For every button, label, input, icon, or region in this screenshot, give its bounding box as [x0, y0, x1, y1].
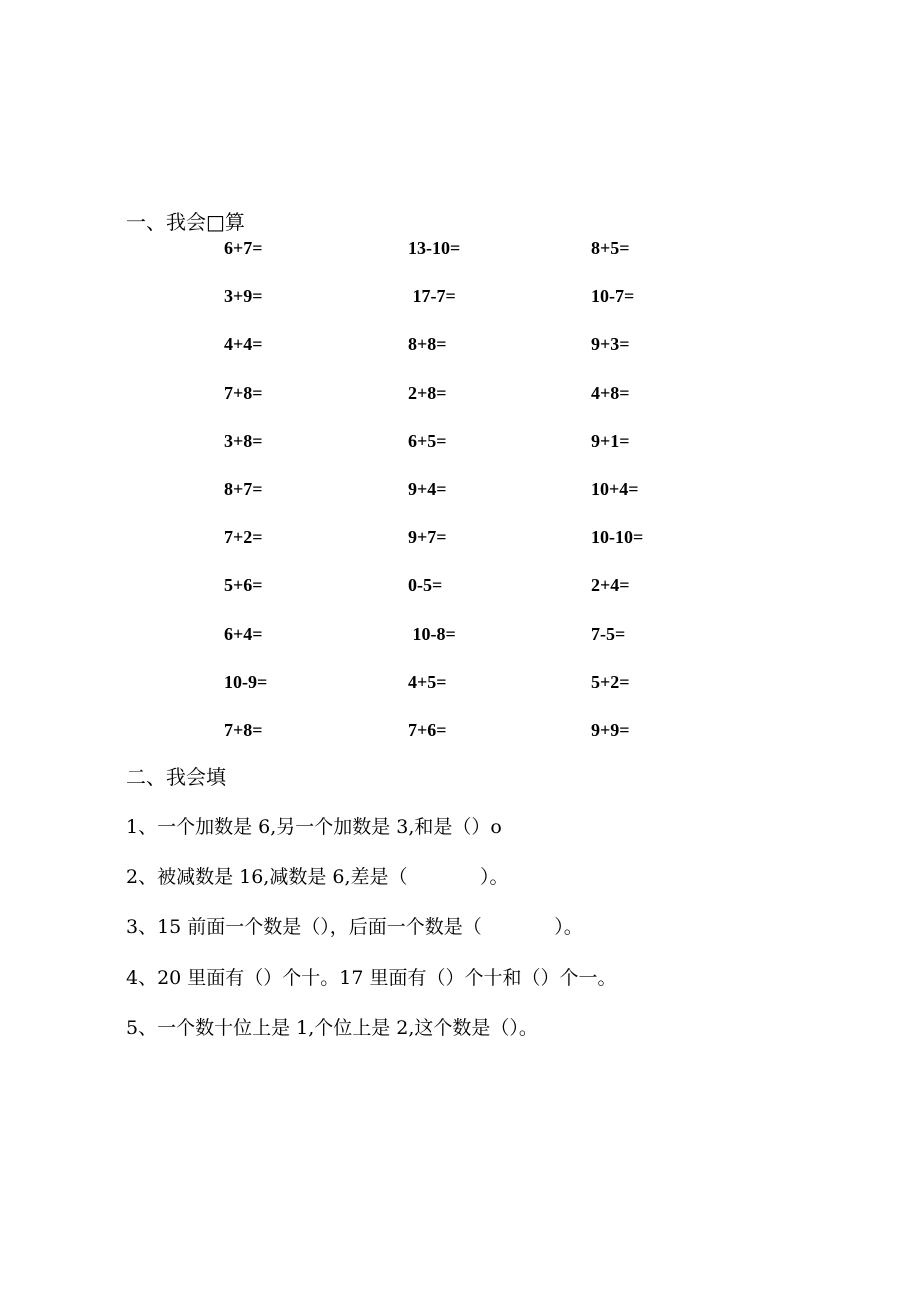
drill-problem: 0-5=: [408, 575, 443, 596]
drill-problem: 2+8=: [408, 382, 447, 403]
drill-problem: 4+5=: [408, 671, 447, 692]
drill-problem: 7+6=: [408, 719, 447, 740]
drill-problem: 6+7=: [224, 238, 263, 258]
drill-problem: 6+5=: [408, 430, 447, 451]
drill-problem: 7-5=: [591, 623, 626, 644]
drill-row: [0, 284, 920, 332]
drill-problem: 5+6=: [224, 575, 263, 596]
drill-problem: 6+4=: [224, 623, 263, 644]
drill-problem: 10-8=: [408, 623, 456, 644]
drill-problem: 4+8=: [591, 382, 630, 403]
arithmetic-drill-grid: [0, 236, 920, 766]
fill-in-question: 3、15 前面一个数是（），后面一个数是（ ）。: [126, 916, 583, 939]
fill-in-question-list: [126, 814, 846, 1065]
drill-problem: 3+9=: [224, 286, 263, 307]
fill-in-question: 2、被减数是 16,减数是 6,差是（ ）。: [126, 866, 509, 889]
drill-problem: 10-7=: [591, 286, 635, 307]
drill-row: [0, 718, 920, 766]
drill-problem: 17-7=: [408, 286, 456, 307]
section-title-fill-in: 二、我会填: [126, 765, 226, 789]
drill-row: [0, 381, 920, 429]
drill-row: [0, 525, 920, 573]
section-title-mental-math: 一、我会□算: [126, 210, 245, 234]
drill-problem: 8+5=: [591, 238, 630, 258]
drill-problem: 10-10=: [591, 527, 644, 548]
drill-row: [0, 429, 920, 477]
drill-problem: 9+9=: [591, 719, 630, 740]
drill-row: [0, 236, 920, 284]
drill-problem: 5+2=: [591, 671, 630, 692]
drill-row: [0, 573, 920, 621]
drill-row: [0, 622, 920, 670]
drill-problem: 7+8=: [224, 382, 263, 403]
drill-problem: 4+4=: [224, 334, 263, 355]
drill-problem: 7+8=: [224, 719, 263, 740]
drill-row: [0, 670, 920, 718]
drill-problem: 3+8=: [224, 430, 263, 451]
drill-problem: 9+7=: [408, 527, 447, 548]
fill-in-question: 5、一个数十位上是 1,个位上是 2,这个数是（）。: [126, 1016, 538, 1039]
drill-problem: 9+4=: [408, 478, 447, 499]
fill-in-question: 1、一个加数是 6,另一个加数是 3,和是（）o: [126, 816, 502, 838]
drill-problem: 2+4=: [591, 575, 630, 596]
fill-in-question: 4、20 里面有（）个十。17 里面有（）个十和（）个一。: [126, 966, 617, 989]
drill-problem: 10-9=: [224, 671, 268, 692]
drill-problem: 8+7=: [224, 478, 263, 499]
drill-problem: 13-10=: [408, 238, 461, 258]
drill-row: [0, 332, 920, 380]
drill-problem: 7+2=: [224, 527, 263, 548]
drill-problem: 9+3=: [591, 334, 630, 355]
drill-problem: 8+8=: [408, 334, 447, 355]
drill-problem: 10+4=: [591, 478, 639, 499]
drill-problem: 9+1=: [591, 430, 630, 451]
drill-row: [0, 477, 920, 525]
